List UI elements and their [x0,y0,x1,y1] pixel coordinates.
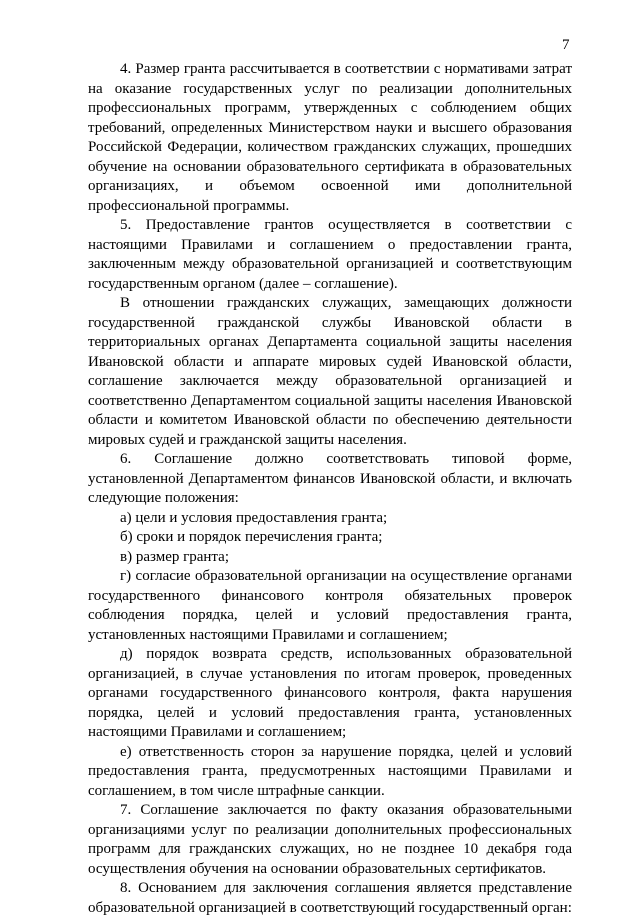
paragraph-item-6: 6. Соглашение должно соответствовать типовой форме, установленной Департаментом финансов Ивановской области, и включать следующие положения: [88,451,572,506]
paragraph-civil-servants: В отношении гражданских служащих, замещающих должности государственной гражданской службы Ивановской области в территориальных органах Департамента социальной защиты населения Ивановской области и аппарате мировых судей Ивановской области, соглашение заключается между образовательной организацией и соответственно Департаментом социальной защиты населения Ивановской области и комитетом Ивановской области по обеспечению деятельности мировых судей и гражданской защиты населения. [88,295,572,448]
paragraph-item-8: 8. Основанием для заключения соглашения является представление образовательной организацией в соответствующий государственный орган: [88,880,572,916]
list-item-e: е) ответственность сторон за нарушение порядка, целей и условий предоставления гранта, предусмотренных настоящими Правилами и соглашением, в том числе штрафные санкции. [88,743,572,799]
paragraph-item-5: 5. Предоставление грантов осуществляется в соответствии с настоящими Правилами и соглашением о предоставлении гранта, заключенным между образовательной организацией и соответствующим государственным органом (далее – соглашение). [88,217,572,292]
document-body [88,60,572,918]
list-item-g: г) согласие образовательной организации на осуществление органами государственного финансового контроля обязательных проверок соблюдения порядка, целей и условий предоставления гранта, установленных настоящими Правилами и соглашением; [88,568,572,643]
list-item-v: в) размер гранта; [120,548,229,565]
paragraph-item-4: 4. Размер гранта рассчитывается в соответствии с нормативами затрат на оказание государственных услуг по реализации дополнительных профессиональных программ, утвержденных с соблюдением общих требований, определенных Министерством науки и высшего образования Российской Федерации, количеством гражданских служащих, прошедших обучение на основании образовательного сертификата в образовательных организациях, и объемом освоенной ими дополнительной профессиональной программы. [88,61,572,214]
list-item-a: а) цели и условия предоставления гранта; [120,509,388,526]
list-item-d: д) порядок возврата средств, использованных образовательной организацией, в случае установления по итогам проверок, проведенных органами государственного финансового контроля, факта нарушения порядка, целей и условий предоставления гранта, установленных настоящими Правилами и соглашением; [88,646,572,740]
page-number: 7 [562,37,570,53]
paragraph-item-7: 7. Соглашение заключается по факту оказания образовательными организациями услуг по реализации дополнительных профессиональных программ для гражданских служащих, но не позднее 10 декабря года осуществления обучения на основании образовательных сертификатов. [88,802,572,877]
list-item-b: б) сроки и порядок перечисления гранта; [120,529,383,545]
